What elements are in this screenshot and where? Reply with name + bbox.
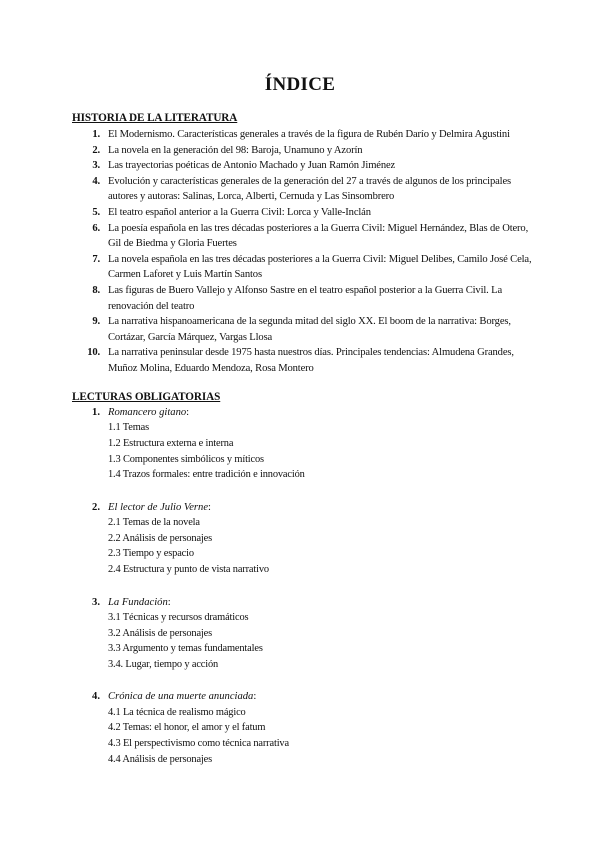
lectura-subitem: 3.4. Lugar, tiempo y acción — [108, 658, 219, 670]
historia-item: 7. La novela española en las tres décadas posteriores a la Guerra Civil: Miguel Delibes, Camilo José Cela, Carmen Laforet y Luis Martín Santos — [92, 253, 532, 281]
lectura-subitem: 4.4 Análisis de personajes — [108, 753, 213, 765]
historia-item: 4. Evolución y características generales de la generación del 27 a través de algunos de los principales autores y autoras: Salinas, Lorca, Alberti, Cernuda y Las Sinsombrero — [92, 175, 511, 203]
lectura-subitem: 3.3 Argumento y temas fundamentales — [108, 643, 263, 655]
historia-heading: HISTORIA DE LA LITERATURA — [72, 112, 238, 124]
lectura-subitem: 4.3 El perspectivismo como técnica narrativa — [108, 737, 289, 749]
page-title: ÍNDICE — [264, 74, 336, 95]
historia-item: 9. La narrativa hispanoamericana de la segunda mitad del siglo XX. El boom de la narrativa: Borges, Cortázar, García Márquez, Vargas Llosa — [92, 316, 511, 343]
historia-item: 10. La narrativa peninsular desde 1975 hasta nuestros días. Principales tendencias: Almudena Grandes, Muñoz Molina, Eduardo Mendoza, Rosa Montero — [87, 347, 514, 374]
historia-item: 8. Las figuras de Buero Vallejo y Alfonso Sastre en el teatro español posterior a la Guerra Civil. La renovación del teatro — [92, 284, 503, 312]
lectura-title: 4. Crónica de una muerte anunciada: — [92, 691, 257, 703]
lecturas-heading: LECTURAS OBLIGATORIAS — [72, 391, 221, 403]
lectura-title: 2. El lector de Julio Verne: — [92, 501, 211, 513]
lectura-subitem: 2.2 Análisis de personajes — [108, 532, 213, 544]
lectura-block — [72, 500, 542, 578]
lecturas-list — [72, 405, 542, 784]
historia-item: 6. La poesía española en las tres décadas posteriores a la Guerra Civil: Miguel Hernández, Blas de Otero, Gil de Biedma y Gloria Fuertes — [92, 222, 529, 250]
lectura-title: 3. La Fundación: — [92, 596, 171, 608]
lectura-subitem: 3.2 Análisis de personajes — [108, 627, 213, 639]
lectura-subitem: 4.2 Temas: el honor, el amor y el fatum — [108, 722, 266, 734]
lectura-block — [72, 689, 542, 767]
lectura-subitem: 1.4 Trazos formales: entre tradición e innovación — [108, 469, 305, 481]
lectura-subitem: 1.1 Temas — [108, 422, 150, 434]
lectura-subitem: 2.4 Estructura y punto de vista narrativo — [108, 563, 269, 575]
historia-item: 3. Las trayectorias poéticas de Antonio Machado y Juan Ramón Jiménez — [92, 160, 396, 172]
historia-item: 5. El teatro español anterior a la Guerra Civil: Lorca y Valle-Inclán — [92, 206, 371, 218]
lectura-block — [72, 595, 542, 673]
historia-list — [72, 127, 542, 377]
lectura-subitem: 2.1 Temas de la novela — [108, 517, 200, 529]
lectura-subitem: 3.1 Técnicas y recursos dramáticos — [108, 611, 249, 623]
historia-item: 1. El Modernismo. Características generales a través de la figura de Rubén Darío y Delmira Agustini — [92, 129, 510, 140]
lectura-subitem: 4.1 La técnica de realismo mágico — [108, 706, 246, 718]
lectura-subitem: 1.3 Componentes simbólicos y míticos — [108, 453, 264, 465]
lectura-subitem: 1.2 Estructura externa e interna — [108, 438, 234, 449]
lectura-title: 1. Romancero gitano: — [92, 407, 190, 418]
historia-item: 2. La novela en la generación del 98: Baroja, Unamuno y Azorín — [92, 144, 363, 156]
lectura-block — [72, 405, 542, 483]
lectura-subitem: 2.3 Tiempo y espacio — [108, 548, 194, 560]
